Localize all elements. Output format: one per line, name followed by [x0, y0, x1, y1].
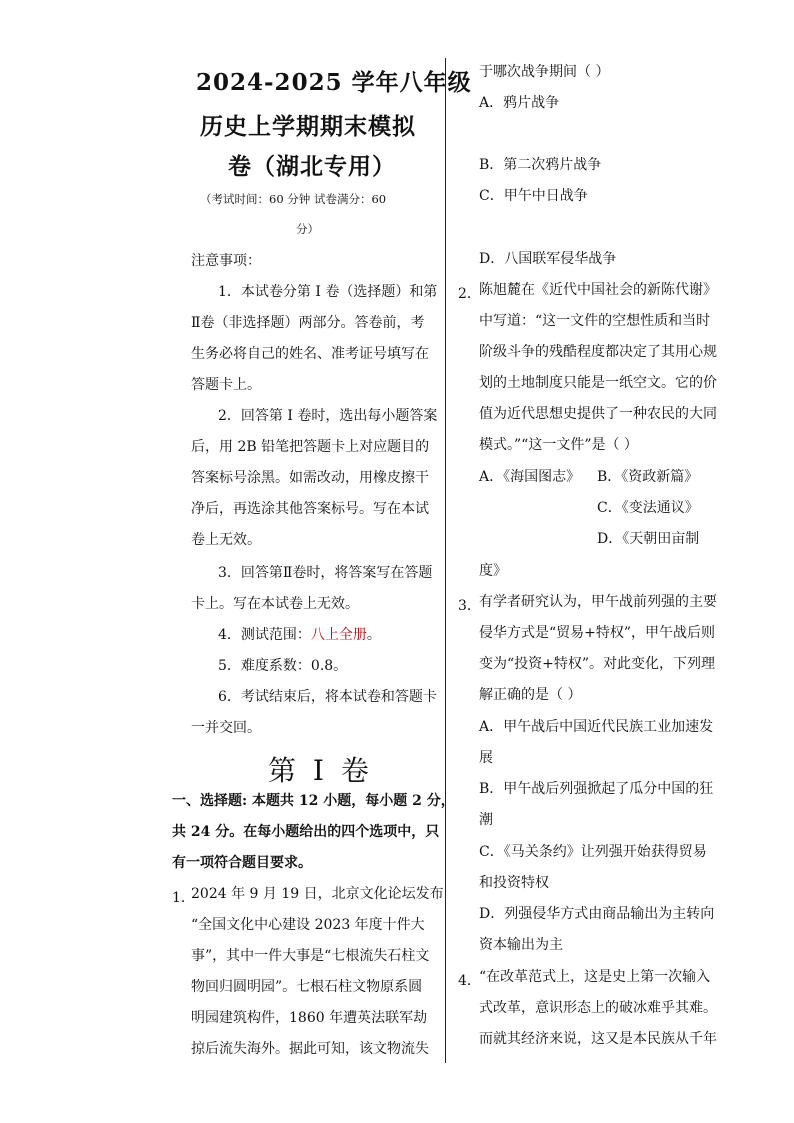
question-text-line: 中写道：“这一文件的空想性质和当时 [479, 313, 711, 329]
question-text-line: 式改革，意识形态上的破冰难乎其难。 [479, 1000, 717, 1016]
notice-scope [218, 628, 381, 642]
volume-title: 第 I 卷 [268, 754, 373, 787]
option-item[interactable]: B．第二次鸦片战争 [479, 157, 602, 173]
notice-line: 生务必将自己的姓名、准考证号填写在 [191, 346, 429, 362]
question-text-line: 阶级斗争的残酷程度都决定了其用心规 [479, 344, 717, 360]
exam-title-line-1: 2024-2025 学年八年级 [196, 69, 472, 96]
notice-line: 答案标号涂黑。如需改动，用橡皮擦干 [191, 470, 429, 486]
section-instruction: 有一项符合题目要求。 [172, 855, 312, 871]
column-divider [445, 58, 446, 1063]
question-text-line: 事”，其中一件大事是“七根流失石柱文 [191, 948, 430, 964]
notice-line: 后，用 2B 铅笔把答题卡上对应题目的 [191, 439, 430, 455]
question-text-line: 掠后流失海外。据此可知，该文物流失 [191, 1041, 429, 1057]
question-text-line: 而就其经济来说，这又是本民族从千年 [479, 1031, 717, 1047]
question-text-line: 划的土地制度只能是一纸空文。它的价 [479, 375, 717, 391]
option-item[interactable]: A．鸦片战争 [479, 95, 560, 111]
question-text-line: 有学者研究认为，甲午战前列强的主要 [479, 594, 717, 610]
option-item-continued: 度》 [479, 563, 507, 579]
exam-info-line-2: 分） [296, 222, 319, 236]
notice-end-line: 一并交回。 [191, 720, 261, 736]
question-text-line: 解正确的是（ ） [479, 687, 582, 703]
option-item[interactable]: D．《天朝田亩制 [597, 531, 700, 547]
question-text-line: 物回归圆明园”。七根石柱文物原系圆 [191, 979, 423, 995]
notice-line: 答题卡上。 [191, 377, 261, 393]
option-item[interactable]: D．八国联军侵华战争 [479, 251, 617, 267]
question-text-line: 变为“投资+特权”。对此变化，下列理 [479, 656, 716, 672]
question-number: 1． [172, 890, 195, 906]
notice-line: 2．回答第 I 卷时，选出每小题答案 [218, 408, 438, 424]
option-item-continued: 和投资特权 [479, 875, 549, 891]
question-number: 4． [458, 973, 481, 989]
option-item[interactable]: B．《资政新篇》 [597, 469, 699, 485]
notice-line: Ⅱ卷（非选择题）两部分。答卷前，考 [191, 315, 425, 331]
question-text-line: 陈旭麓在《近代中国社会的新陈代谢》 [479, 282, 717, 298]
question-text-line: 于哪次战争期间（ ） [479, 64, 610, 80]
question-number: 3． [458, 598, 481, 614]
scope-prefix: 4．测试范围： [218, 627, 311, 643]
notice-line: 卷上无效。 [191, 532, 261, 548]
notice-line: 1．本试卷分第 I 卷（选择题）和第 [218, 284, 438, 300]
notice-line: 3．回答第Ⅱ卷时，将答案写在答题 [218, 565, 433, 581]
section-instruction: 一、选择题: 本题共 12 小题，每小题 2 分， [172, 793, 455, 809]
option-item[interactable]: B．甲午战后列强掀起了瓜分中国的狂 [479, 781, 714, 797]
notice-end-line: 6．考试结束后，将本试卷和答题卡 [218, 689, 437, 705]
scope-value: 八上全册 [310, 627, 367, 643]
notice-line: 卡上。写在本试卷上无效。 [191, 596, 359, 612]
exam-info-line-1: （考试时间：60 分钟 试卷满分：60 [200, 192, 387, 206]
question-text-line: 2024 年 9 月 19 日，北京文化论坛发布 [191, 886, 444, 902]
option-item[interactable]: C．《马关条约》让列强开始获得贸易 [479, 844, 707, 860]
scope-suffix: 。 [366, 627, 381, 643]
question-number: 2． [458, 286, 481, 302]
question-text-line: “全国文化中心建设 2023 年度十件大 [191, 917, 425, 933]
question-text-line: “在改革范式上，这是史上第一次输入 [479, 969, 711, 985]
notice-line: 净后，再选涂其他答案标号。写在本试 [191, 501, 429, 517]
notice-heading: 注意事项： [191, 253, 261, 269]
option-item[interactable]: D．列强侵华方式由商品输出为主转向 [479, 906, 715, 922]
question-text-line: 值为近代思想史提供了一种农民的大同 [479, 406, 717, 422]
option-item-continued: 潮 [479, 812, 493, 828]
question-text-line: 模式。”“这一文件”是（ ） [479, 437, 638, 453]
exam-title-line-2: 历史上学期期末模拟 [200, 113, 416, 140]
option-item[interactable]: C．《变法通议》 [597, 500, 699, 516]
option-item-continued: 资本输出为主 [479, 937, 563, 953]
option-item[interactable]: A．甲午战后中国近代民族工业加速发 [479, 719, 714, 735]
exam-title-line-3: 卷（湖北专用） [228, 153, 396, 180]
section-instruction: 共 24 分。在每小题给出的四个选项中，只 [172, 824, 440, 840]
notice-difficulty: 5．难度系数：0.8。 [218, 658, 348, 674]
question-text-line: 侵华方式是“贸易+特权”，甲午战后则 [479, 625, 716, 641]
question-text-line: 明园建筑构件，1860 年遭英法联军劫 [191, 1010, 428, 1026]
option-item-continued: 展 [479, 750, 493, 766]
option-item[interactable]: A．《海国图志》 [479, 469, 581, 485]
option-item[interactable]: C．甲午中日战争 [479, 188, 588, 204]
